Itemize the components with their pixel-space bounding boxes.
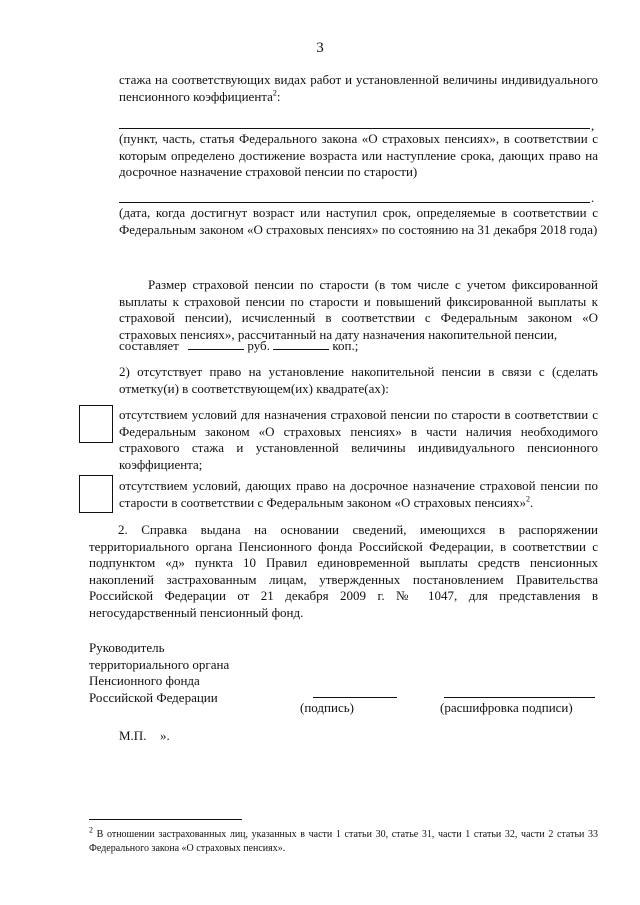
option1-label: отсутствием условий для назначения страховой пенсии по старости в соответствии с Федеральным законом «О страховых пенсиях» в части наличия необходимого страхового стажа и установленной величины индивидуального пенсионного коэффициента; xyxy=(119,407,598,472)
option2-text xyxy=(119,478,598,511)
option1-text xyxy=(119,407,598,473)
footnote-text: В отношении застрахованных лиц, указанных в части 1 статьи 30, статье 31, части 1 статьи 32, части 2 статьи 33 Федерального закона «О страховых пенсиях». xyxy=(89,829,598,854)
footnote xyxy=(89,825,598,856)
page-number: 3 xyxy=(316,40,324,56)
signatory-block xyxy=(89,640,309,706)
signatory-line: Российской Федерации xyxy=(89,689,218,705)
item2-paragraph: 2) отсутствует право на установление накопительной пенсии в связи с (сделать отметку(и) в соответствующем(их) квадрате(ах): xyxy=(119,364,598,396)
date-field-line[interactable] xyxy=(119,202,590,203)
intro-paragraph xyxy=(119,72,598,105)
kop-input[interactable] xyxy=(273,337,329,350)
section2-paragraph: 2. Справка выдана на основании сведений, имеющихся в распоряжении территориального органа Пенсионного фонда Российской Федерации, в соответствии с подпунктом «д» пункта 10 Правил единовременной выплаты средств пенсионных накоплений застрахованным лицам, утвержденных постановлением Правительства Российской Федерации от 21 декабря 2009 г. № 1047, для представления в негосударственный пенсионный фонд. xyxy=(89,522,598,620)
option2-label: отсутствием условий, дающих право на досрочное назначение страховой пенсии по старости в соответствии с Федеральным законом «О страховых пенсиях» xyxy=(119,478,598,510)
signatory-line: Руководитель xyxy=(89,640,165,655)
decoding-caption: (расшифровка подписи) xyxy=(440,700,573,715)
option1-checkbox[interactable] xyxy=(79,405,113,443)
stamp-label: М.П. xyxy=(119,728,147,743)
legal-basis-caption: (пункт, часть, статья Федерального закона «О страховых пенсиях», в соответствии с которым определено достижение возраста или наступление срока, дающих право на досрочное назначение страховой пенсии по старости) xyxy=(119,131,598,179)
intro-text: стажа на соответствующих видах работ и установленной величины индивидуального пенсионного коэффициента xyxy=(119,72,598,104)
footnote-ref: 2 xyxy=(272,88,277,98)
closing-quote: ». xyxy=(160,728,170,743)
signatory-line: Пенсионного фонда xyxy=(89,673,200,688)
kop-label: коп.; xyxy=(332,338,359,353)
signatory-line: территориального органа xyxy=(89,656,230,672)
legal-basis-field-end: , xyxy=(591,118,595,133)
date-field-end: . xyxy=(591,190,595,205)
pension-amount-paragraph: Размер страховой пенсии по старости (в том числе с учетом фиксированной выплаты к страховой пенсии по старости и повышений фиксированной выплаты к страховой пенсии), исчисленный в соответствии с Федеральным законом «О страховых пенсиях», рассчитанный на дату назначения накопительной пенсии, xyxy=(119,277,598,342)
pension-amount-last-line xyxy=(119,337,598,355)
footnote-separator xyxy=(89,819,242,820)
option2-footnote-ref: 2 xyxy=(525,494,530,504)
decoding-line[interactable] xyxy=(444,697,595,698)
rub-input[interactable] xyxy=(188,337,244,350)
option2-checkbox[interactable] xyxy=(79,475,113,513)
legal-basis-field-line[interactable] xyxy=(119,128,590,129)
date-caption: (дата, когда достигнут возраст или наступил срок, определяемые в соответствии с Федеральным законом «О страховых пенсиях» по состоянию на 31 декабря 2018 года) xyxy=(119,205,598,237)
footnote-number: 2 xyxy=(89,825,93,835)
signature-line[interactable] xyxy=(313,697,397,698)
rub-label: руб. xyxy=(247,338,270,353)
amount-label: составляет xyxy=(119,338,179,353)
intro-suffix: : xyxy=(276,88,281,104)
signature-caption: (подпись) xyxy=(300,700,354,715)
option2-suffix: . xyxy=(529,494,534,510)
